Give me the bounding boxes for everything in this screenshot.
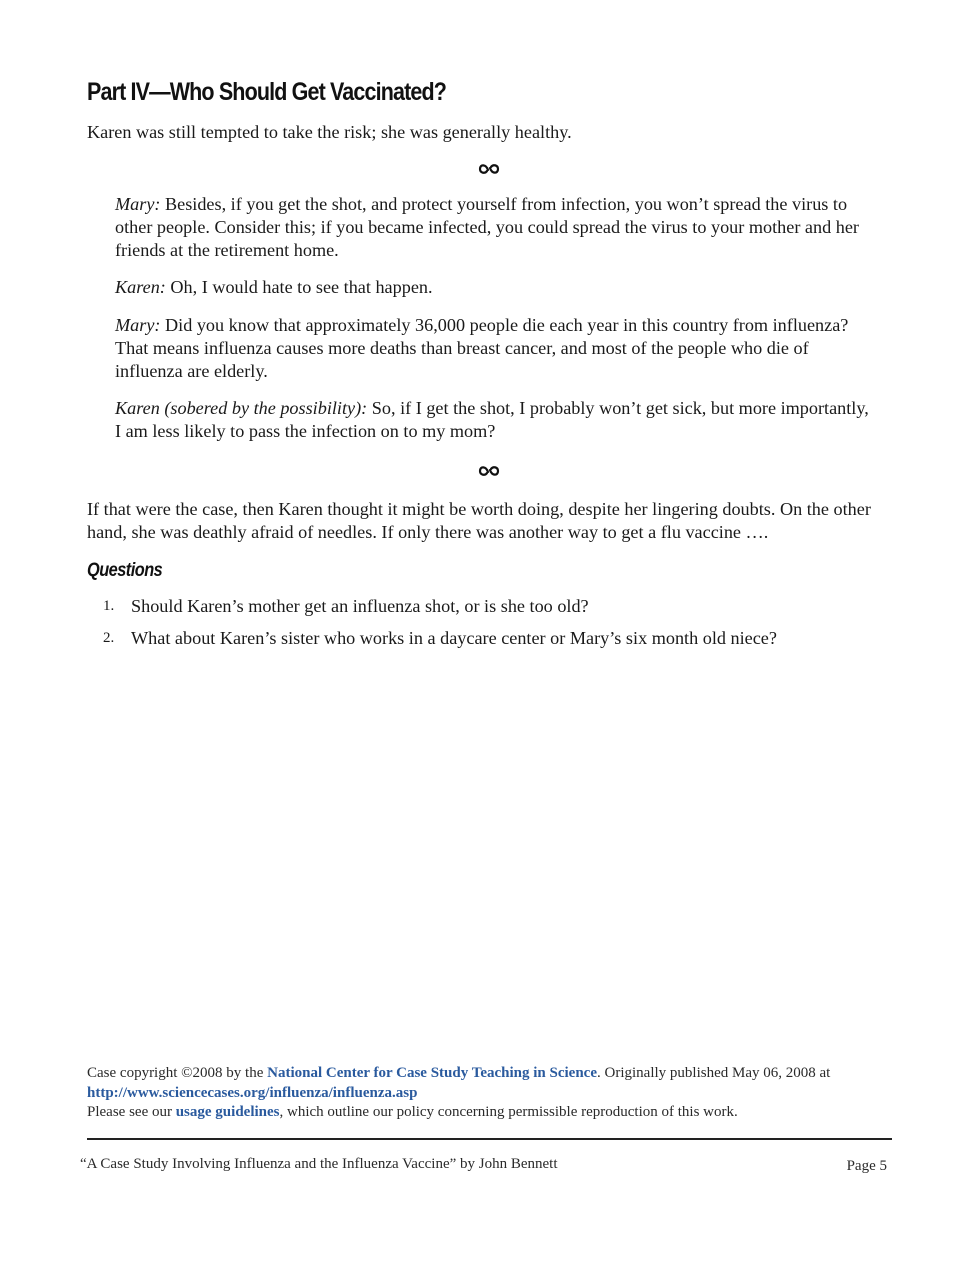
speaker-label: Karen: xyxy=(115,277,166,297)
dialogue-text: Oh, I would hate to see that happen. xyxy=(165,277,433,297)
speaker-label: Mary: xyxy=(115,194,161,214)
speaker-label: Mary: xyxy=(115,315,161,335)
question-item xyxy=(87,595,887,618)
questions-list xyxy=(87,595,887,659)
usage-prefix: Please see our xyxy=(87,1104,176,1120)
usage-suffix: , which outline our policy concerning permissible reproduction of this work. xyxy=(279,1104,738,1120)
copyright-line xyxy=(87,1064,887,1084)
questions-heading: Questions xyxy=(87,560,163,581)
question-number: 1. xyxy=(103,598,115,614)
ncc-link[interactable]: National Center for Case Study Teaching in Science xyxy=(267,1065,598,1081)
page-number: Page 5 xyxy=(846,1158,887,1174)
dialogue-line-2 xyxy=(115,276,875,299)
dialogue-text: Besides, if you get the shot, and protect yourself from infection, you won’t spread the virus to other people. Consider this; if you became infected, you could spread the virus to your mother and her friends at the retirement home. xyxy=(115,194,859,260)
question-text: Should Karen’s mother get an influenza shot, or is she too old? xyxy=(131,596,589,616)
fleuron-ornament-icon xyxy=(478,161,500,177)
dialogue-line-3 xyxy=(115,314,875,383)
speaker-label: Karen (sobered by the possibility): xyxy=(115,398,368,418)
page-title: Part IV—Who Should Get Vaccinated? xyxy=(87,78,447,106)
footer-citation: “A Case Study Involving Influenza and the Influenza Vaccine” by John Bennett xyxy=(80,1156,558,1172)
url-line xyxy=(87,1084,887,1104)
question-item xyxy=(87,627,887,650)
published-text: . Originally published May 06, 2008 at xyxy=(597,1065,831,1081)
copyright-notice xyxy=(87,1064,887,1123)
case-url-link[interactable]: http://www.sciencecases.org/influenza/influenza.asp xyxy=(87,1084,418,1101)
closing-paragraph: If that were the case, then Karen thought it might be worth doing, despite her lingering doubts. On the other hand, she was deathly afraid of needles. If only there was another way to get a flu vaccine …. xyxy=(87,499,871,542)
dialogue-text: Did you know that approximately 36,000 people die each year in this country from influenza? That means influenza causes more deaths than breast cancer, and most of the people who die of influenza are elderly. xyxy=(115,315,849,381)
footer-divider xyxy=(87,1138,892,1140)
question-text: What about Karen’s sister who works in a daycare center or Mary’s six month old niece? xyxy=(131,628,777,648)
usage-line xyxy=(87,1103,887,1123)
intro-paragraph: Karen was still tempted to take the risk; she was generally healthy. xyxy=(87,122,572,142)
copyright-prefix: Case copyright ©2008 by the xyxy=(87,1065,268,1081)
question-number: 2. xyxy=(103,630,115,646)
fleuron-ornament-icon xyxy=(478,463,500,479)
dialogue-line-1 xyxy=(115,193,875,262)
usage-guidelines-link[interactable]: usage guidelines xyxy=(175,1104,280,1120)
dialogue-line-4 xyxy=(115,397,875,443)
dialogue-text: So, if I get the shot, I probably won’t get sick, but more importantly, I am less likely to pass the infection on to my mom? xyxy=(115,398,869,441)
